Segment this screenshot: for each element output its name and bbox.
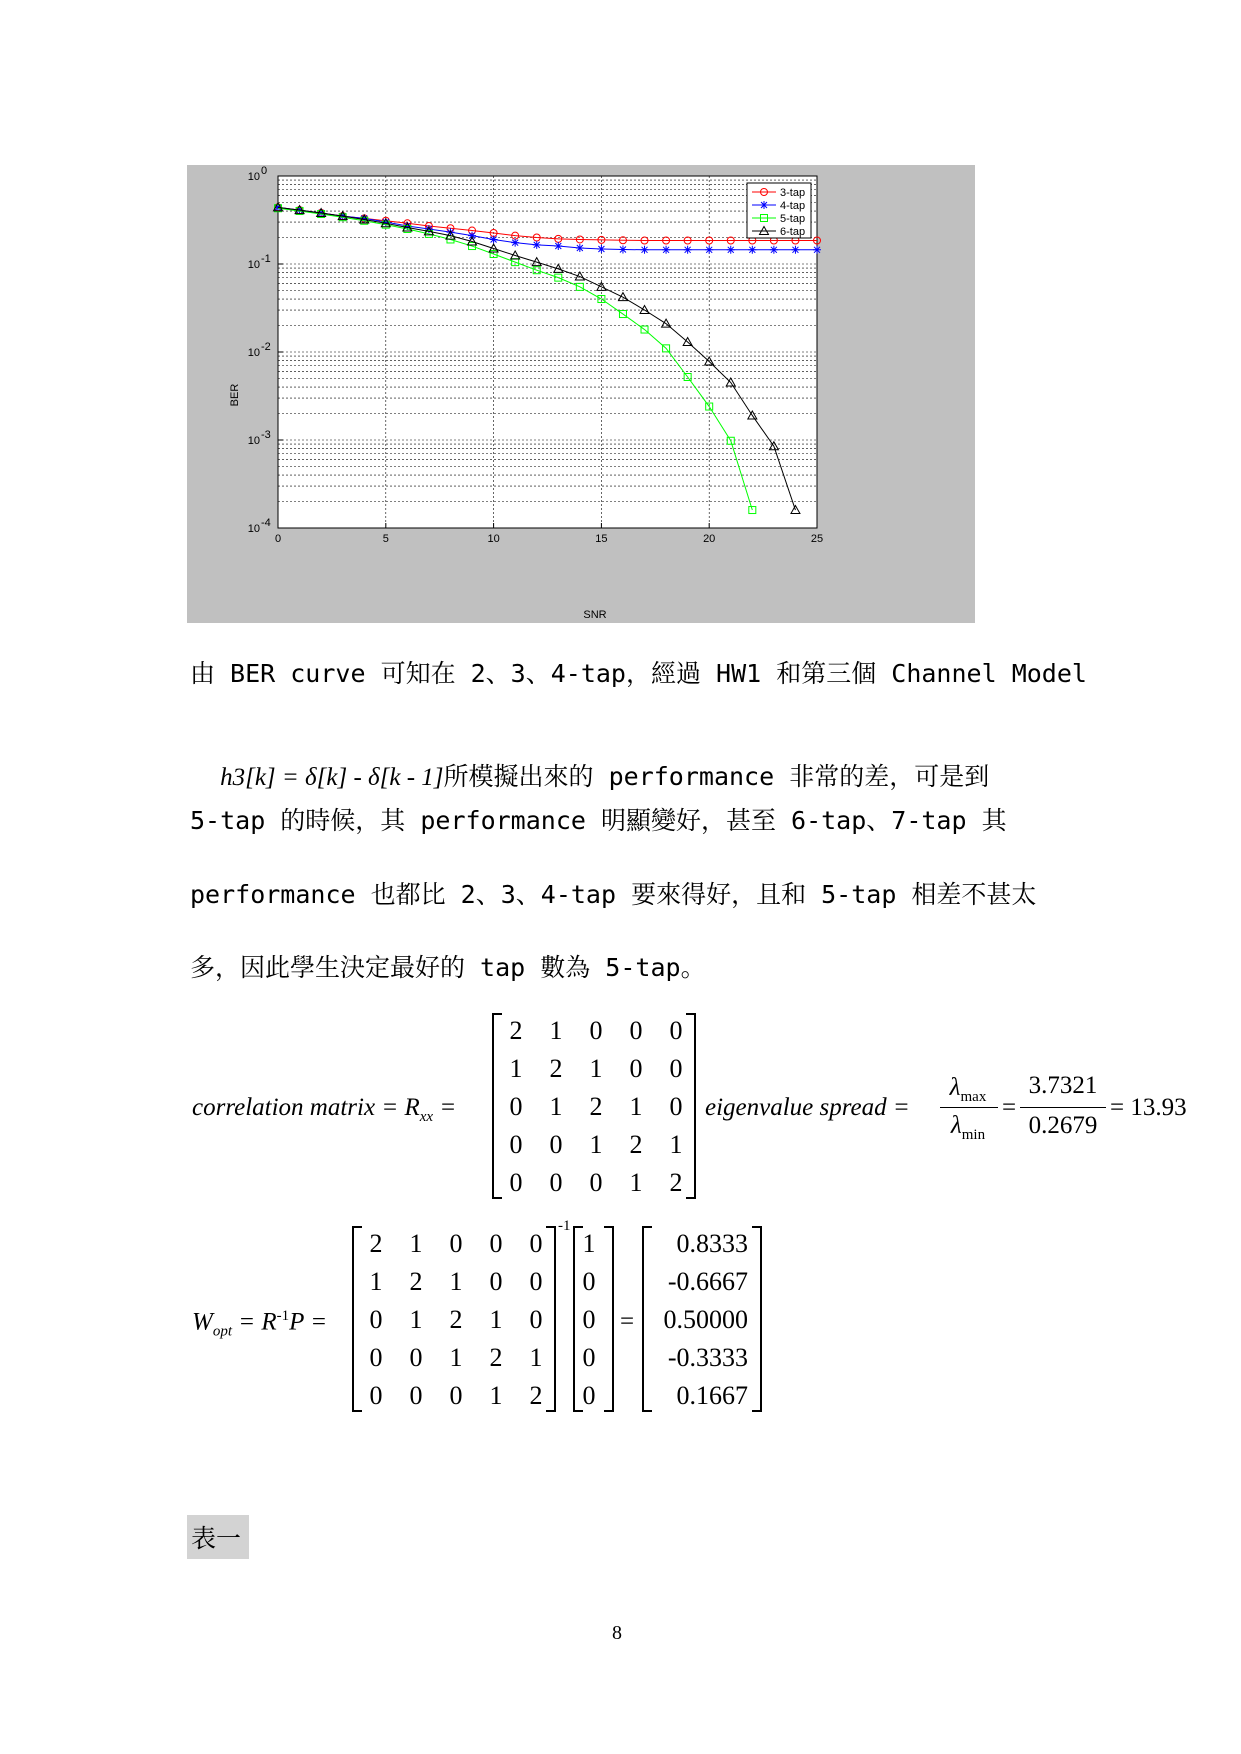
chart-x-label: SNR xyxy=(583,609,607,621)
eq2-matrix-row xyxy=(356,1377,556,1415)
eq1-matrix-cell: 0 xyxy=(509,1130,523,1159)
eq2-matrix-cell: 0 xyxy=(409,1381,423,1410)
eq2-result-row xyxy=(648,1377,748,1415)
x-tick-label: 10 xyxy=(487,533,500,545)
channel-model-equation: h3[k] = δ[k] - δ[k - 1] xyxy=(220,764,444,791)
eq2-matrix-cell: 1 xyxy=(489,1381,503,1410)
eq1-matrix-cell: 0 xyxy=(509,1168,523,1197)
eq1-matrix-cell: 1 xyxy=(629,1092,643,1121)
eq2-matrix-cell: 0 xyxy=(529,1267,543,1296)
eq2-matrix-cell: 0 xyxy=(369,1343,383,1372)
eq2-vector-row xyxy=(577,1377,601,1415)
eq2-matrix-cell: 1 xyxy=(409,1305,423,1334)
eq1-matrix-cell: 2 xyxy=(509,1016,523,1045)
series-point xyxy=(770,246,778,254)
paragraph-line-2-rest: 所模擬出來的 performance 非常的差，可是到 xyxy=(443,762,990,791)
eq2-vector-cell: 0 xyxy=(582,1267,596,1296)
series-point xyxy=(813,246,821,254)
eq1-matrix-cell: 1 xyxy=(589,1054,603,1083)
y-tick-exponent: -4 xyxy=(261,517,271,529)
eq1-matrix xyxy=(496,1012,696,1202)
eq2-result-row xyxy=(648,1339,748,1377)
legend-label: 6-tap xyxy=(780,226,806,238)
eq1-matrix-row xyxy=(496,1088,696,1126)
series-point xyxy=(662,246,670,254)
eq1-matrix-cell: 1 xyxy=(589,1130,603,1159)
eq1-matrix-cell: 0 xyxy=(669,1016,683,1045)
legend-label: 5-tap xyxy=(780,213,806,225)
eq2-result-cell: 0.1667 xyxy=(676,1381,748,1410)
eq1-numerator: 3.7321 xyxy=(1028,1072,1098,1099)
series-point xyxy=(619,246,627,254)
series-point xyxy=(511,239,519,247)
eq2-matrix-cell: 1 xyxy=(409,1229,423,1258)
eq2-result xyxy=(648,1225,748,1415)
x-tick-label: 25 xyxy=(810,533,824,545)
eq1-matrix-cell: 1 xyxy=(669,1130,683,1159)
eq1-matrix-cell: 1 xyxy=(509,1054,523,1083)
paragraph-line-5: 多，因此學生決定最好的 tap 數為 5-tap。 xyxy=(190,953,706,982)
eq2-matrix-cell: 1 xyxy=(529,1343,543,1372)
y-tick-exponent: -1 xyxy=(261,253,271,265)
eq1-matrix-cell: 0 xyxy=(629,1016,643,1045)
eq1-denominator: 0.2679 xyxy=(1028,1112,1098,1139)
eq2-matrix-cell: 1 xyxy=(369,1267,383,1296)
eq2-matrix-cell: 2 xyxy=(449,1305,463,1334)
eq2-result-cell: -0.6667 xyxy=(667,1267,748,1296)
series-point xyxy=(490,235,498,243)
eq2-matrix-cell: 0 xyxy=(529,1229,543,1258)
eq2-matrix-cell: 0 xyxy=(529,1305,543,1334)
eq2-vector xyxy=(577,1225,601,1415)
eq2-result-cell: 0.8333 xyxy=(676,1229,748,1258)
legend-label: 4-tap xyxy=(780,200,806,212)
eigenvalue-spread-result: = 13.93 xyxy=(1110,1094,1187,1121)
series-point xyxy=(705,246,713,254)
series-point xyxy=(597,245,605,253)
series-point xyxy=(748,246,756,254)
eq1-equals: = xyxy=(1002,1094,1017,1121)
eq2-matrix-cell: 0 xyxy=(449,1229,463,1258)
series-point xyxy=(641,246,649,254)
eq2-vector-row xyxy=(577,1301,601,1339)
eq2-matrix-row xyxy=(356,1225,556,1263)
eq1-matrix-cell: 0 xyxy=(549,1130,563,1159)
eq1-matrix-cell: 0 xyxy=(629,1054,643,1083)
x-tick-label: 20 xyxy=(703,533,716,545)
eq2-result-right-bracket xyxy=(752,1226,762,1412)
x-tick-label: 0 xyxy=(274,533,282,545)
eq1-matrix-cell: 0 xyxy=(669,1092,683,1121)
series-point xyxy=(576,244,584,252)
eq1-matrix-cell: 0 xyxy=(549,1168,563,1197)
y-tick-exponent: -2 xyxy=(261,341,271,353)
x-tick-label: 15 xyxy=(595,533,608,545)
eq2-matrix-cell: 1 xyxy=(489,1305,503,1334)
eq2-result-cell: -0.3333 xyxy=(667,1343,748,1372)
eq2-matrix-cell: 2 xyxy=(529,1381,543,1410)
lambda-fraction-bar xyxy=(940,1107,998,1108)
eq2-result-cell: 0.50000 xyxy=(663,1305,748,1334)
y-tick-label: 10 xyxy=(247,523,260,535)
y-tick-label: 10 xyxy=(247,259,260,271)
eq2-vector-row xyxy=(577,1339,601,1377)
paragraph-line-1: 由 BER curve 可知在 2、3、4-tap，經過 HW1 和第三個 Channel Model xyxy=(190,659,1087,688)
y-tick-label: 10 xyxy=(247,171,260,183)
series-point xyxy=(727,246,735,254)
eq2-result-row xyxy=(648,1263,748,1301)
eq2-inverse-exponent: -1 xyxy=(558,1218,571,1234)
eq2-matrix-cell: 0 xyxy=(449,1381,463,1410)
y-tick-exponent: -3 xyxy=(261,429,271,441)
eq2-result-row xyxy=(648,1301,748,1339)
eq1-matrix-cell: 1 xyxy=(629,1168,643,1197)
eq1-right-bracket xyxy=(686,1013,696,1199)
eq1-matrix-cell: 2 xyxy=(669,1168,683,1197)
legend-label: 3-tap xyxy=(780,187,806,199)
table-caption: 表一 xyxy=(187,1515,249,1559)
eq1-label: correlation matrix = $R_{xx}$ = xyxy=(192,1094,457,1125)
eq2-vector-right-bracket xyxy=(604,1226,614,1412)
eq1-matrix-cell: 0 xyxy=(589,1016,603,1045)
eigenvalue-spread-label: eigenvalue spread = xyxy=(705,1094,910,1121)
eq2-vector-cell: 0 xyxy=(582,1305,596,1334)
eq2-matrix-row xyxy=(356,1339,556,1377)
eq2-result-row xyxy=(648,1225,748,1263)
eq1-matrix-row xyxy=(496,1012,696,1050)
eq2-matrix-cell: 0 xyxy=(489,1229,503,1258)
lambda-min: $\lambda_{min}$ xyxy=(950,1112,986,1143)
eq1-matrix-cell: 1 xyxy=(549,1092,563,1121)
eq2-vector-cell: 0 xyxy=(582,1343,596,1372)
eq2-matrix-row xyxy=(356,1263,556,1301)
eq1-matrix-cell: 2 xyxy=(629,1130,643,1159)
y-tick-exponent: 0 xyxy=(261,165,268,177)
series-point xyxy=(791,246,799,254)
eq2-matrix-cell: 2 xyxy=(369,1229,383,1258)
series-point xyxy=(760,201,768,209)
chart-y-label: BER xyxy=(229,383,241,407)
page-number: 8 xyxy=(612,1622,622,1644)
eq2-matrix-cell: 0 xyxy=(369,1381,383,1410)
eq2-matrix-cell: 2 xyxy=(489,1343,503,1372)
eq1-matrix-row xyxy=(496,1050,696,1088)
eq1-matrix-cell: 0 xyxy=(509,1092,523,1121)
paragraph-line-4: performance 也都比 2、3、4-tap 要來得好，且和 5-tap 相差不甚太 xyxy=(190,880,1037,909)
ber-chart xyxy=(187,165,975,623)
eq1-matrix-cell: 0 xyxy=(669,1054,683,1083)
eq2-matrix-cell: 2 xyxy=(409,1267,423,1296)
eq1-matrix-cell: 2 xyxy=(549,1054,563,1083)
eq2-matrix-cell: 1 xyxy=(449,1267,463,1296)
eq2-right-bracket xyxy=(546,1226,556,1412)
y-tick-label: 10 xyxy=(247,435,260,447)
eq2-matrix-cell: 0 xyxy=(369,1305,383,1334)
eq2-vector-cell: 0 xyxy=(582,1381,596,1410)
series-point xyxy=(554,242,562,250)
paragraph-line-3: 5-tap 的時候，其 performance 明顯變好，甚至 6-tap、7-tap 其 xyxy=(190,806,1007,835)
eq2-matrix-cell: 0 xyxy=(489,1267,503,1296)
eq2-equals: = xyxy=(620,1308,635,1335)
eq2-vector-cell: 1 xyxy=(582,1229,596,1258)
eq1-fraction-bar xyxy=(1020,1107,1106,1108)
eq1-matrix-cell: 2 xyxy=(589,1092,603,1121)
series-point xyxy=(684,246,692,254)
y-tick-label: 10 xyxy=(247,347,260,359)
eq2-vector-row xyxy=(577,1225,601,1263)
eq2-matrix xyxy=(356,1225,556,1415)
eq2-lhs: $W_{opt} = R^{-1}P$ = xyxy=(192,1308,328,1340)
ber-chart-figure xyxy=(187,165,975,623)
eq2-matrix-cell: 0 xyxy=(409,1343,423,1372)
eq2-vector-row xyxy=(577,1263,601,1301)
eq1-matrix-row xyxy=(496,1164,696,1202)
x-tick-label: 5 xyxy=(382,533,389,545)
eq1-matrix-cell: 1 xyxy=(549,1016,563,1045)
eq2-matrix-cell: 1 xyxy=(449,1343,463,1372)
lambda-max: $\lambda_{max}$ xyxy=(949,1074,987,1105)
eq2-matrix-row xyxy=(356,1301,556,1339)
paragraph-line-2 xyxy=(190,728,989,793)
eq1-matrix-cell: 0 xyxy=(589,1168,603,1197)
eq1-matrix-row xyxy=(496,1126,696,1164)
series-point xyxy=(468,232,476,240)
series-point xyxy=(533,241,541,249)
